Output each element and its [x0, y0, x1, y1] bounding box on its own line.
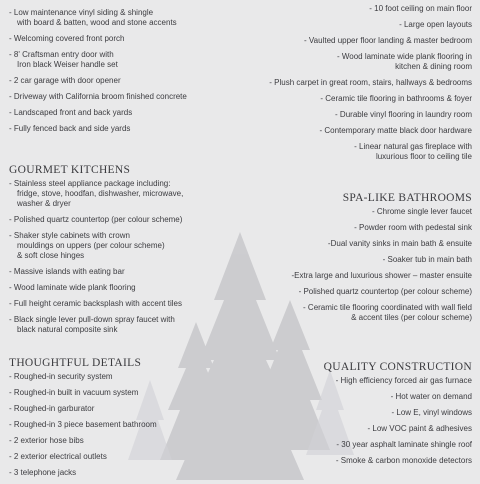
feature-text: - Ceramic tile flooring coordinated with wall field & accent tiles (per colour scheme): [303, 303, 472, 322]
interior-section: [232, 4, 472, 168]
feature-item: [232, 52, 472, 72]
feature-text: - Wood laminate wide plank flooring in kitchen & dining room: [336, 52, 472, 71]
feature-text: - Full height ceramic backsplash with accent tiles: [9, 299, 182, 308]
feature-text: - High efficiency forced air gas furnace: [335, 376, 472, 385]
feature-text: - Vaulted upper floor landing & master bedroom: [304, 36, 472, 45]
feature-item: [9, 283, 241, 293]
feature-text: - Hot water on demand: [390, 392, 472, 401]
feature-text: - 3 telephone jacks: [9, 468, 77, 477]
feature-item: [232, 207, 472, 217]
feature-item: [232, 424, 472, 434]
feature-text: - Shaker style cabinets with crown mouldings on uppers (per colour scheme) & soft close hinges: [9, 231, 165, 260]
feature-text: - 10 foot ceiling on main floor: [369, 4, 472, 13]
feature-item: [9, 215, 241, 225]
feature-item: [9, 468, 241, 478]
feature-item: [232, 271, 472, 281]
feature-text: - Roughed-in built in vacuum system: [9, 388, 139, 397]
feature-item: [9, 436, 241, 446]
feature-text: - Low E, vinyl windows: [391, 408, 472, 417]
feature-text: - Massive islands with eating bar: [9, 267, 125, 276]
feature-item: [232, 303, 472, 323]
feature-text: - 2 exterior hose bibs: [9, 436, 84, 445]
feature-text: - Linear natural gas fireplace with luxurious floor to ceiling tile: [354, 142, 472, 161]
feature-item: [232, 255, 472, 265]
feature-item: [9, 108, 241, 118]
exterior-section: [9, 8, 241, 140]
feature-item: [232, 20, 472, 30]
feature-item: [232, 142, 472, 162]
feature-text: - Landscaped front and back yards: [9, 108, 133, 117]
feature-item: [9, 76, 241, 86]
feature-text: - Polished quartz countertop (per colour scheme): [298, 287, 472, 296]
feature-item: [232, 239, 472, 249]
feature-text: - Chrome single lever faucet: [371, 207, 472, 216]
details-heading: THOUGHTFUL DETAILS: [9, 357, 142, 369]
feature-text: - Welcoming covered front porch: [9, 34, 125, 43]
feature-item: [9, 372, 241, 382]
feature-item: [9, 124, 241, 134]
feature-text: - 30 year asphalt laminate shingle roof: [336, 440, 472, 449]
kitchens-heading: GOURMET KITCHENS: [9, 164, 131, 176]
feature-text: - Roughed-in 3 piece basement bathroom: [9, 420, 157, 429]
bathrooms-heading: SPA-LIKE BATHROOMS: [342, 192, 472, 204]
construction-heading: QUALITY CONSTRUCTION: [323, 361, 472, 373]
feature-text: - Soaker tub in main bath: [382, 255, 472, 264]
feature-text: - Ceramic tile flooring in bathrooms & foyer: [320, 94, 472, 103]
feature-text: - 2 car garage with door opener: [9, 76, 121, 85]
feature-text: -Extra large and luxurious shower – master ensuite: [291, 271, 472, 280]
feature-text: -Dual vanity sinks in main bath & ensuite: [327, 239, 472, 248]
feature-item: [9, 34, 241, 44]
feature-text: - Stainless steel appliance package including: fridge, stove, hoodfan, dishwasher, microwave, washer & dryer: [9, 179, 184, 208]
construction-features-list: [232, 376, 472, 466]
feature-item: [232, 440, 472, 450]
feature-item: [9, 92, 241, 102]
feature-item: [232, 456, 472, 466]
feature-item: [9, 299, 241, 309]
feature-item: [232, 408, 472, 418]
feature-text: - Plush carpet in great room, stairs, hallways & bedrooms: [269, 78, 472, 87]
kitchens-features-list: [9, 179, 241, 335]
details-section: [9, 357, 241, 484]
feature-text: - Powder room with pedestal sink: [354, 223, 472, 232]
feature-item: [232, 110, 472, 120]
feature-item: [232, 94, 472, 104]
feature-item: [232, 392, 472, 402]
kitchens-section: [9, 164, 241, 341]
feature-item: [232, 126, 472, 136]
bathrooms-features-list: [232, 207, 472, 323]
feature-item: [232, 287, 472, 297]
exterior-features-list: [9, 8, 241, 134]
feature-item: [232, 78, 472, 88]
feature-text: - Driveway with California broom finished concrete: [9, 92, 187, 101]
bathrooms-section: [232, 192, 472, 329]
feature-item: [9, 231, 241, 261]
feature-item: [9, 404, 241, 414]
feature-item: [9, 315, 241, 335]
feature-text: - Low maintenance vinyl siding & shingle with board & batten, wood and stone accents: [9, 8, 177, 27]
feature-text: - 2 exterior electrical outlets: [9, 452, 107, 461]
construction-section: [232, 361, 472, 472]
feature-item: [9, 8, 241, 28]
feature-item: [9, 50, 241, 70]
feature-text: - Black single lever pull-down spray faucet with black natural composite sink: [9, 315, 175, 334]
feature-item: [9, 179, 241, 209]
feature-text: - Roughed-in security system: [9, 372, 113, 381]
feature-item: [9, 452, 241, 462]
feature-text: - Contemporary matte black door hardware: [319, 126, 472, 135]
details-features-list: [9, 372, 241, 478]
feature-item: [232, 223, 472, 233]
feature-text: - Low VOC paint & adhesives: [367, 424, 472, 433]
feature-text: - Fully fenced back and side yards: [9, 124, 131, 133]
feature-text: - Polished quartz countertop (per colour scheme): [9, 215, 183, 224]
feature-item: [232, 376, 472, 386]
feature-item: [232, 36, 472, 46]
feature-text: - Large open layouts: [399, 20, 472, 29]
feature-item: [9, 420, 241, 430]
feature-item: [9, 267, 241, 277]
feature-text: - Wood laminate wide plank flooring: [9, 283, 136, 292]
interior-features-list: [232, 4, 472, 162]
feature-text: - Roughed-in garburator: [9, 404, 95, 413]
feature-text: - 8' Craftsman entry door with Iron black Weiser handle set: [9, 50, 118, 69]
feature-text: - Smoke & carbon monoxide detectors: [335, 456, 472, 465]
feature-text: - Durable vinyl flooring in laundry room: [335, 110, 472, 119]
feature-item: [9, 388, 241, 398]
feature-item: [232, 4, 472, 14]
